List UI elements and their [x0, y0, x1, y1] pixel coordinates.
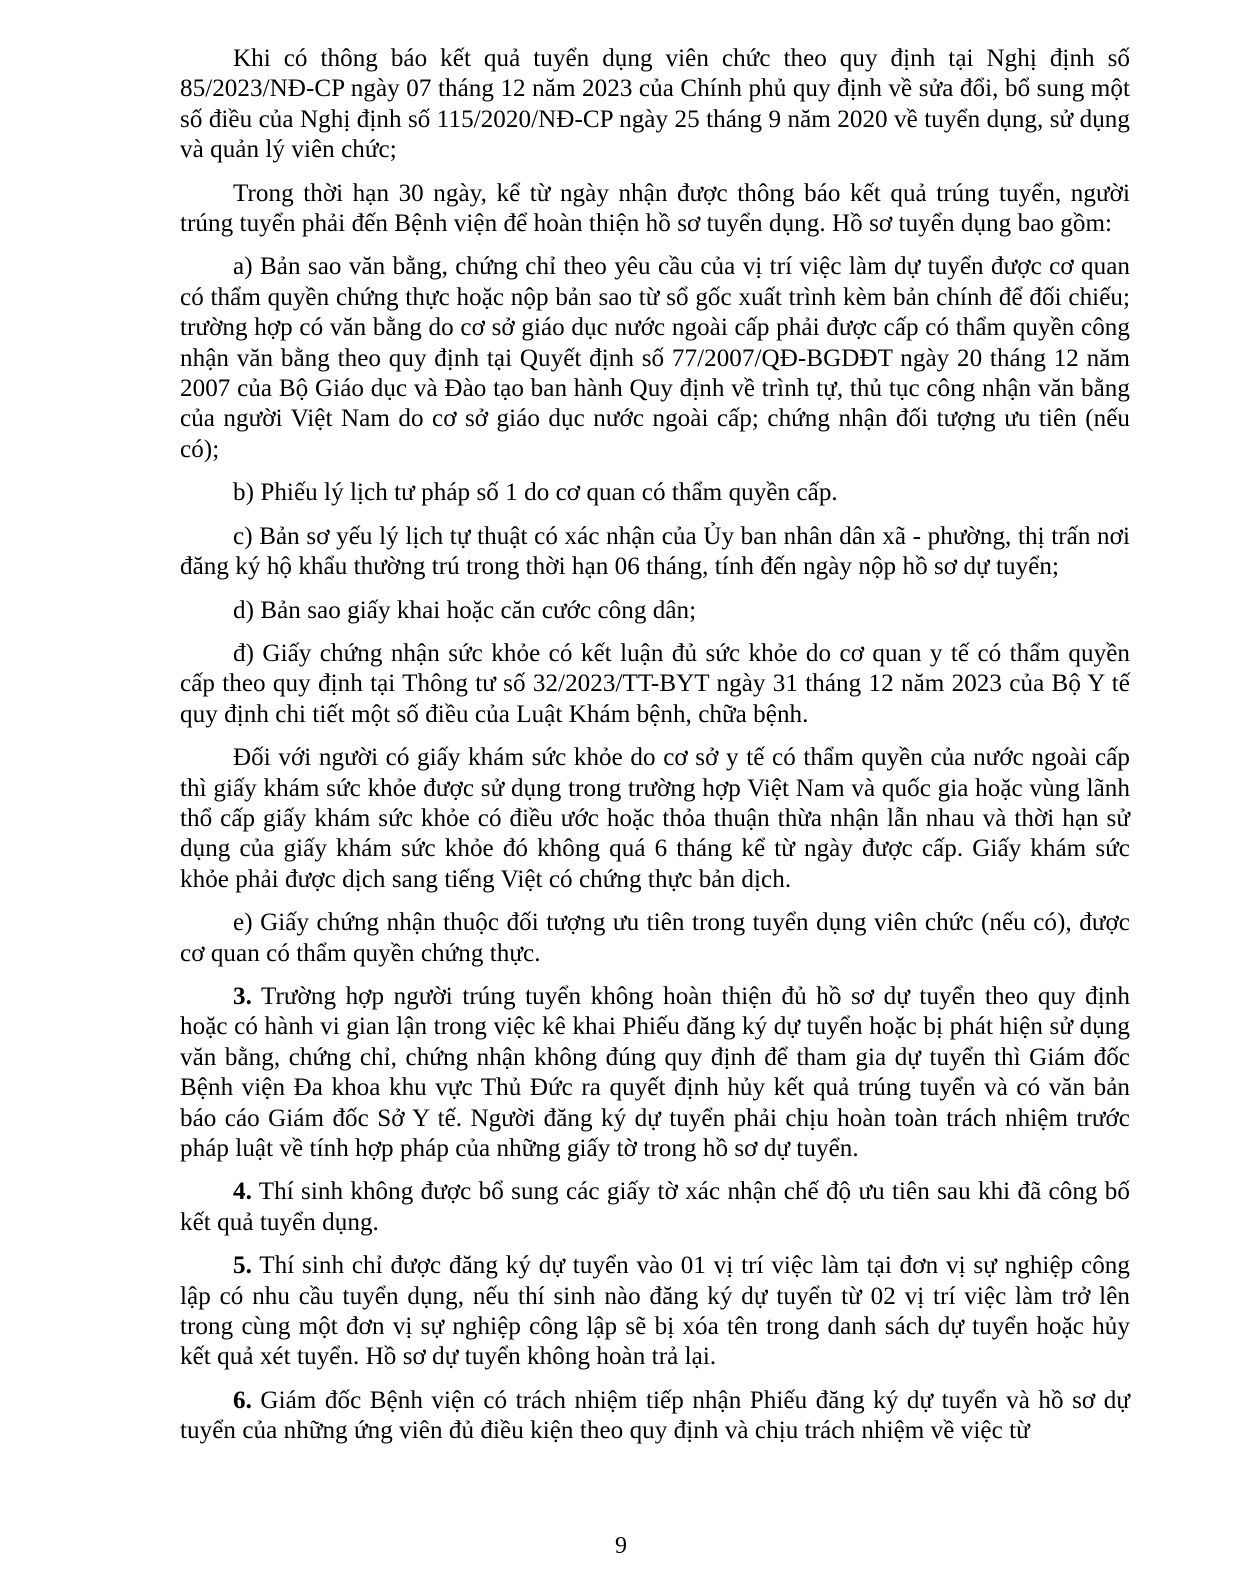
paragraph-deadline: [180, 179, 1130, 240]
paragraph-item-c: [180, 522, 1130, 583]
paragraph-text: Trường hợp người trúng tuyển không hoàn thiện đủ hồ sơ dự tuyển theo quy định hoặc có hành vi gian lận trong việc kê khai Phiếu đăng ký dự tuyển hoặc bị phát hiện sử dụng văn bằng, chứng chỉ, chứng nhận không đúng quy định để tham gia dự tuyển thì Giám đốc Bệnh viện Đa khoa khu vực Thủ Đức ra quyết định hủy kết quả trúng tuyển và có văn bản báo cáo Giám đốc Sở Y tế. Người đăng ký dự tuyển phải chịu hoàn toàn trách nhiệm trước pháp luật về tính hợp pháp của những giấy tờ trong hồ sơ dự tuyển.: [180, 982, 1130, 1162]
document-body: [180, 44, 1130, 1447]
paragraph-intro: [180, 44, 1130, 166]
paragraph-item-d: [180, 596, 1130, 626]
paragraph-text: Khi có thông báo kết quả tuyển dụng viên chức theo quy định tại Nghị định số 85/2023/NĐ-CP ngày 07 tháng 12 năm 2023 của Chính phủ quy định về sửa đổi, bổ sung một số điều của Nghị định số 115/2020/NĐ-CP ngày 25 tháng 9 năm 2020 về tuyển dụng, sử dụng và quản lý viên chức;: [180, 45, 1130, 164]
page-number: 9: [615, 1533, 627, 1559]
paragraph-section-3: [180, 982, 1130, 1164]
paragraph-text: e) Giấy chứng nhận thuộc đối tượng ưu tiên trong tuyển dụng viên chức (nếu có), được cơ quan có thẩm quyền chứng thực.: [180, 909, 1130, 967]
paragraph-item-a: [180, 252, 1130, 465]
paragraph-text: đ) Giấy chứng nhận sức khỏe có kết luận đủ sức khỏe do cơ quan y tế có thẩm quyền cấp theo quy định tại Thông tư số 32/2023/TT-BYT ngày 31 tháng 12 năm 2023 của Bộ Y tế quy định chi tiết một số điều của Luật Khám bệnh, chữa bệnh.: [180, 639, 1130, 728]
paragraph-text: Thí sinh không được bổ sung các giấy tờ xác nhận chế độ ưu tiên sau khi đã công bố kết quả tuyển dụng.: [180, 1178, 1130, 1236]
paragraph-text: Trong thời hạn 30 ngày, kể từ ngày nhận được thông báo kết quả trúng tuyển, người trúng tuyển phải đến Bệnh viện để hoàn thiện hồ sơ tuyển dụng. Hồ sơ tuyển dụng bao gồm:: [180, 179, 1130, 238]
paragraph-item-e: [180, 908, 1130, 969]
paragraph-item-dd: [180, 639, 1130, 730]
paragraph-text: Giám đốc Bệnh viện có trách nhiệm tiếp nhận Phiếu đăng ký dự tuyển và hồ sơ dự tuyển của những ứng viên đủ điều kiện theo quy định và chịu trách nhiệm về việc từ: [180, 1386, 1130, 1445]
paragraph-item-b: [180, 478, 1130, 508]
paragraph-text: Thí sinh chỉ được đăng ký dự tuyển vào 01 vị trí việc làm tại đơn vị sự nghiệp công lập có nhu cầu tuyển dụng, nếu thí sinh nào đăng ký dự tuyển từ 02 vị trí việc làm trở lên trong cùng một đơn vị sự nghiệp công lập sẽ bị xóa tên trong danh sách dự tuyển hoặc hủy kết quả xét tuyển. Hồ sơ dự tuyển không hoàn trả lại.: [180, 1252, 1130, 1371]
section-number: 5.: [233, 1252, 252, 1280]
paragraph-text: c) Bản sơ yếu lý lịch tự thuật có xác nhận của Ủy ban nhân dân xã - phường, thị trấn nơi đăng ký hộ khẩu thường trú trong thời hạn 06 tháng, tính đến ngày nộp hồ sơ dự tuyển;: [180, 522, 1130, 581]
paragraph-section-5: [180, 1251, 1130, 1373]
paragraph-text: b) Phiếu lý lịch tư pháp số 1 do cơ quan có thẩm quyền cấp.: [233, 479, 838, 507]
paragraph-section-4: [180, 1177, 1130, 1238]
section-number: 6.: [233, 1386, 252, 1414]
paragraph-section-6: [180, 1386, 1130, 1447]
section-number: 3.: [233, 982, 252, 1010]
paragraph-text: d) Bản sao giấy khai hoặc căn cước công dân;: [233, 596, 697, 624]
section-number: 4.: [233, 1178, 252, 1206]
paragraph-foreign-health: [180, 743, 1130, 895]
paragraph-text: Đối với người có giấy khám sức khỏe do cơ sở y tế có thẩm quyền của nước ngoài cấp thì giấy khám sức khỏe được sử dụng trong trường hợp Việt Nam và quốc gia hoặc vùng lãnh thổ cấp giấy khám sức khỏe có điều ước hoặc thỏa thuận thừa nhận lẫn nhau và thời hạn sử dụng của giấy khám sức khỏe đó không quá 6 tháng kể từ ngày được cấp. Giấy khám sức khỏe phải được dịch sang tiếng Việt có chứng thực bản dịch.: [180, 744, 1130, 893]
paragraph-text: a) Bản sao văn bằng, chứng chỉ theo yêu cầu của vị trí việc làm dự tuyển được cơ quan có thẩm quyền chứng thực hoặc nộp bản sao từ sổ gốc xuất trình kèm bản chính để đối chiếu; trường hợp có văn bằng do cơ sở giáo dục nước ngoài cấp phải được cấp có thẩm quyền công nhận văn bằng theo quy định tại Quyết định số 77/2007/QĐ-BGDĐT ngày 20 tháng 12 năm 2007 của Bộ Giáo dục và Đào tạo ban hành Quy định về trình tự, thủ tục công nhận văn bằng của người Việt Nam do cơ sở giáo dục nước ngoài cấp; chứng nhận đối tượng ưu tiên (nếu có);: [180, 253, 1130, 463]
